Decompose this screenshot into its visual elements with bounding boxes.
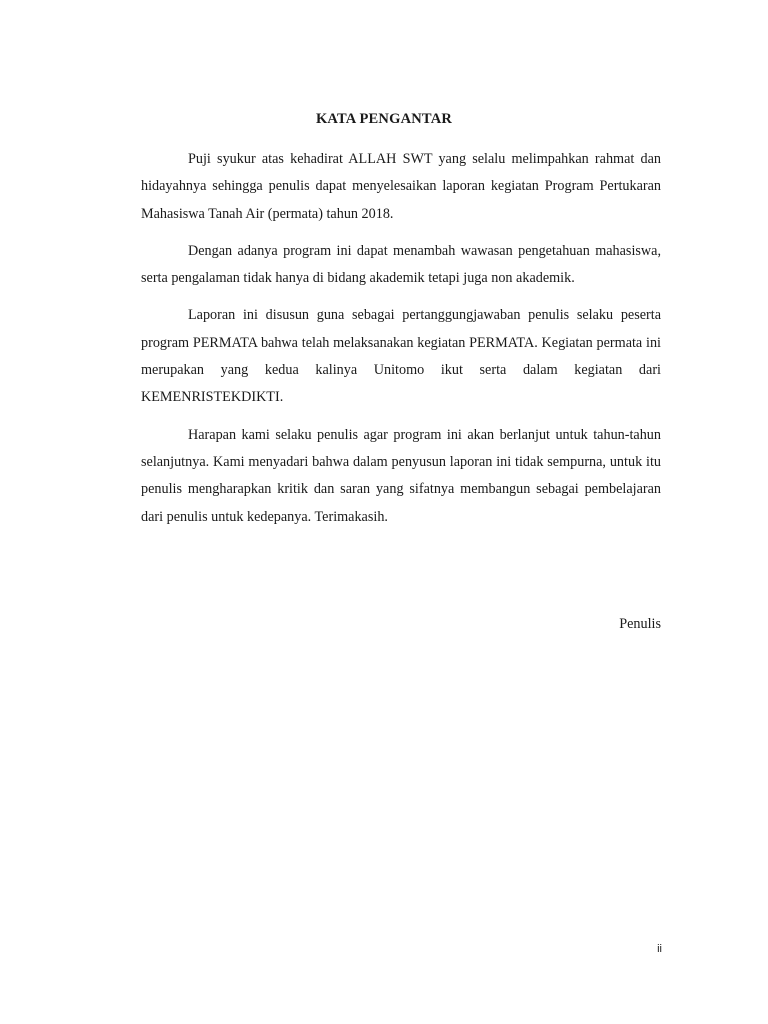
document-body	[141, 146, 661, 541]
paragraph-1: Puji syukur atas kehadirat ALLAH SWT yang selalu melimpahkan rahmat dan hidayahnya sehingga penulis dapat menyelesaikan laporan kegiatan Program Pertukaran Mahasiswa Tanah Air (permata) tahun 2018.	[141, 151, 661, 222]
page-number: ii	[657, 943, 662, 955]
paragraph-3: Laporan ini disusun guna sebagai pertanggungjawaban penulis selaku peserta program PERMATA bahwa telah melaksanakan kegiatan PERMATA. Kegiatan permata ini merupakan yang kedua kalinya Unitomo ikut serta dalam kegiatan dari KEMENRISTEKDIKTI.	[141, 307, 661, 406]
paragraph-4: Harapan kami selaku penulis agar program ini akan berlanjut untuk tahun-tahun selanjutnya. Kami menyadari bahwa dalam penyusun laporan ini tidak sempurna, untuk itu penulis mengharapkan kritik dan saran yang sifatnya membangun sebagai pembelajaran dari penulis untuk kedepanya. Terimakasih.	[141, 426, 661, 525]
signature: Penulis	[619, 616, 661, 632]
paragraph-2: Dengan adanya program ini dapat menambah wawasan pengetahuan mahasiswa, serta pengalaman tidak hanya di bidang akademik tetapi juga non akademik.	[141, 242, 661, 287]
page-title: KATA PENGANTAR	[315, 111, 453, 127]
